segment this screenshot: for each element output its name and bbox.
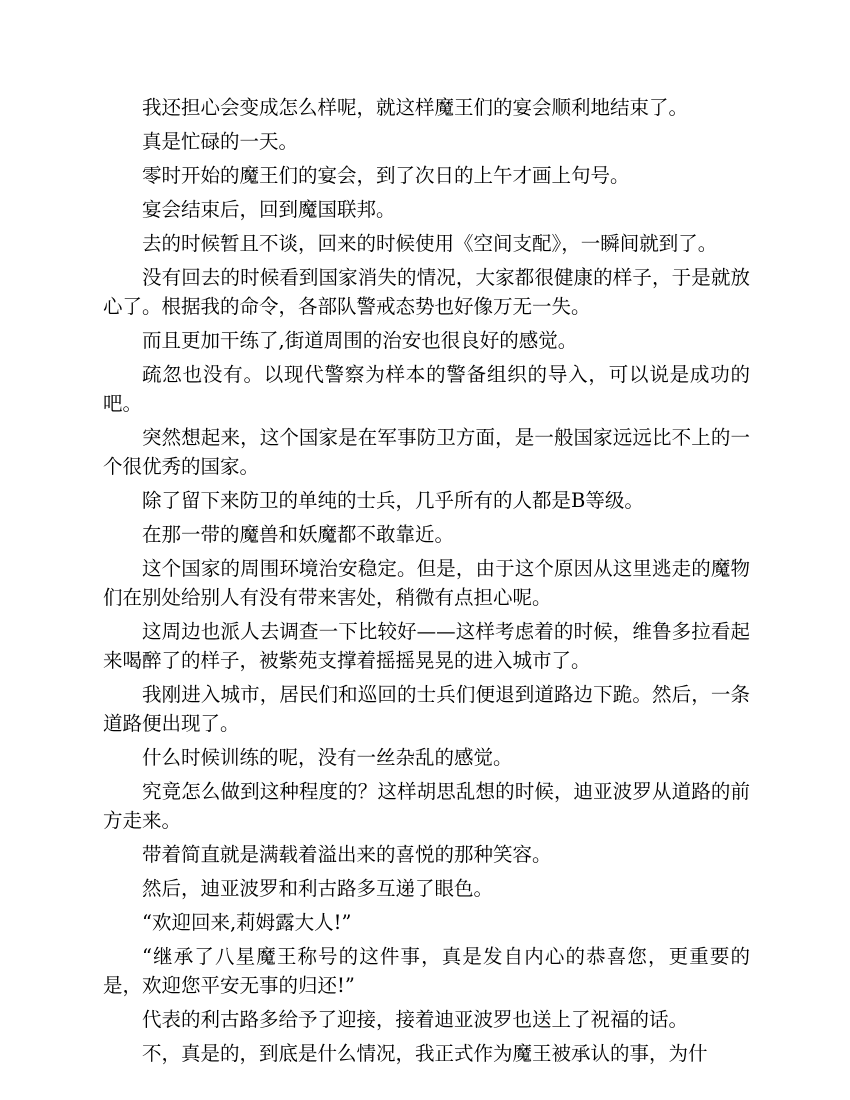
paragraph: 除了留下来防卫的单纯的士兵，几乎所有的人都是B等级。 <box>142 489 644 512</box>
paragraph: 然后，迪亚波罗和利古路多互递了眼色。 <box>142 877 494 900</box>
paragraph: 真是忙碌的一天。 <box>142 130 299 153</box>
paragraph: 这个国家的周围环境治安稳定。但是，由于这个原因从这里逃走的魔物们在别处给别人有没有带来害处，稍微有点担心呢。 <box>103 557 750 609</box>
paragraph: 我刚进入城市，居民们和巡回的士兵们便退到道路边下跪。然后，一条道路便出现了。 <box>103 683 750 735</box>
paragraph: 宴会结束后，回到魔国联邦。 <box>142 198 396 221</box>
document-page <box>103 93 750 1073</box>
paragraph: 突然想起来，这个国家是在军事防卫方面，是一般国家远远比不上的一个很优秀的国家。 <box>103 426 750 478</box>
paragraph: “继承了八星魔王称号的这件事，真是发自内心的恭喜您，更重要的是，欢迎您平安无事的归还!” <box>103 945 750 997</box>
paragraph: 这周边也派人去调查一下比较好——这样考虑着的时候，维鲁多拉看起来喝醉了的样子，被紫苑支撑着摇摇晃晃的进入城市了。 <box>103 620 750 672</box>
paragraph: 带着简直就是满载着溢出来的喜悦的那种笑容。 <box>142 843 552 866</box>
paragraph: 代表的利古路多给予了迎接，接着迪亚波罗也送上了祝福的话。 <box>142 1008 689 1031</box>
paragraph: 去的时候暂且不谈，回来的时候使用《空间支配》，一瞬间就到了。 <box>142 232 718 255</box>
paragraph: 在那一带的魔兽和妖魔都不敢靠近。 <box>142 523 455 546</box>
paragraph: 究竟怎么做到这种程度的？这样胡思乱想的时候，迪亚波罗从道路的前方走来。 <box>103 780 750 832</box>
paragraph: “欢迎回来,莉姆露大人!” <box>142 911 352 934</box>
paragraph: 不，真是的，到底是什么情况，我正式作为魔王被承认的事，为什 <box>142 1042 708 1065</box>
paragraph: 零时开始的魔王们的宴会，到了次日的上午才画上句号。 <box>142 164 630 187</box>
paragraph: 我还担心会变成怎么样呢，就这样魔王们的宴会顺利地结束了。 <box>142 96 689 119</box>
paragraph: 而且更加干练了,街道周围的治安也很良好的感觉。 <box>142 329 578 352</box>
paragraph: 没有回去的时候看到国家消失的情况，大家都很健康的样子，于是就放心了。根据我的命令，各部队警戒态势也好像万无一失。 <box>103 266 750 318</box>
paragraph: 疏忽也没有。以现代警察为样本的警备组织的导入，可以说是成功的吧。 <box>103 363 750 415</box>
paragraph: 什么时候训练的呢，没有一丝杂乱的感觉。 <box>142 746 513 769</box>
